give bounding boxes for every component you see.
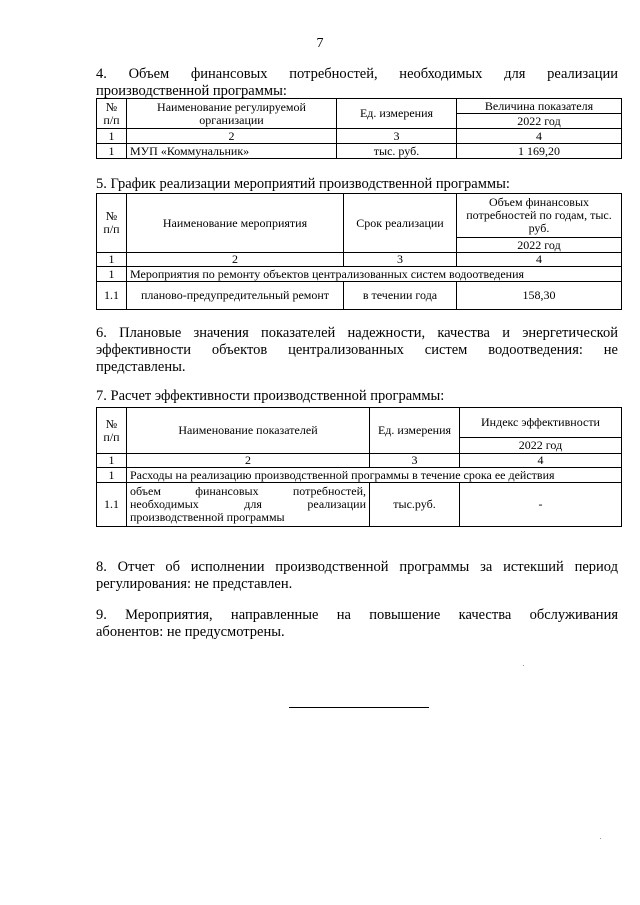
scan-speck (523, 665, 524, 666)
index-cell: 1 (97, 454, 127, 468)
efficiency-table (96, 407, 622, 527)
index-cell: 4 (457, 253, 622, 267)
section-9-line2: абонентов: не предусмотрены. (96, 624, 285, 640)
row-value: 158,30 (457, 282, 622, 310)
group-label: Мероприятия по ремонту объектов централизованных систем водоотведения (127, 267, 622, 282)
indicator-name: объем финансовых потребностей, необходимых для реализации производственной программы (127, 483, 370, 527)
table-row (97, 282, 622, 310)
section-8-line2: регулирования: не представлен. (96, 576, 293, 592)
header-number: № п/п (97, 99, 127, 129)
index-cell: 1 (97, 253, 127, 267)
section-9-text (96, 607, 618, 641)
organization-name: МУП «Коммунальник» (127, 144, 337, 159)
header-unit: Ед. измерения (370, 408, 460, 454)
index-cell: 2 (127, 129, 337, 144)
section-6-line2: эффективности объектов централизованных систем водоотведения: не (96, 342, 618, 358)
activity-name: планово-предупредительный ремонт (127, 282, 344, 310)
section-8-text (96, 559, 618, 593)
group-number: 1 (97, 267, 127, 282)
header-organization-name: Наименование регулируемой организации (127, 99, 337, 129)
header-year: 2022 год (460, 438, 622, 454)
row-number: 1 (97, 144, 127, 159)
scan-speck (600, 838, 601, 839)
row-unit: тыс.руб. (370, 483, 460, 527)
index-cell: 3 (337, 129, 457, 144)
page-number: 7 (316, 36, 324, 51)
section-9-line1: 9. Мероприятия, направленные на повышение качества обслуживания (96, 607, 618, 623)
section-6-text (96, 325, 618, 376)
group-label: Расходы на реализацию производственной программы в течение срока ее действия (127, 468, 622, 483)
section-5-heading: 5. График реализации мероприятий производственной программы: (96, 176, 510, 192)
footer-divider (289, 707, 429, 708)
row-value: 1 169,20 (457, 144, 622, 159)
header-activity-name: Наименование мероприятия (127, 194, 344, 253)
index-cell: 1 (97, 129, 127, 144)
group-number: 1 (97, 468, 127, 483)
index-cell: 3 (344, 253, 457, 267)
header-indicator-name: Наименование показателей (127, 408, 370, 454)
table-row (97, 144, 622, 159)
section-8-line1: 8. Отчет об исполнении производственной программы за истекший период (96, 559, 618, 575)
row-number: 1.1 (97, 282, 127, 310)
row-unit: тыс. руб. (337, 144, 457, 159)
index-cell: 4 (457, 129, 622, 144)
section-4-heading-line1: 4. Объем финансовых потребностей, необходимых для реализации (96, 66, 618, 82)
section-4-heading (96, 66, 618, 100)
header-unit: Ед. измерения (337, 99, 457, 129)
row-number: 1.1 (97, 483, 127, 527)
index-cell: 2 (127, 454, 370, 468)
header-indicator-value: Величина показателя (457, 99, 622, 114)
header-number: № п/п (97, 194, 127, 253)
group-row (97, 267, 622, 282)
group-row (97, 468, 622, 483)
header-financial-volume: Объем финансовых потребностей по годам, тыс. руб. (457, 194, 622, 238)
row-term: в течении года (344, 282, 457, 310)
activities-schedule-table (96, 193, 622, 310)
header-year: 2022 год (457, 238, 622, 253)
financial-needs-table (96, 98, 622, 159)
table-row (97, 483, 622, 527)
section-6-line1: 6. Плановые значения показателей надежности, качества и энергетической (96, 325, 618, 341)
header-term: Срок реализации (344, 194, 457, 253)
index-cell: 4 (460, 454, 622, 468)
header-efficiency-index: Индекс эффективности (460, 408, 622, 438)
section-4-heading-line2: производственной программы: (96, 83, 287, 99)
section-6-line3: представлены. (96, 359, 186, 375)
index-cell: 3 (370, 454, 460, 468)
header-year: 2022 год (457, 114, 622, 129)
index-cell: 2 (127, 253, 344, 267)
section-7-heading: 7. Расчет эффективности производственной программы: (96, 388, 445, 404)
row-value: - (460, 483, 622, 527)
header-number: № п/п (97, 408, 127, 454)
